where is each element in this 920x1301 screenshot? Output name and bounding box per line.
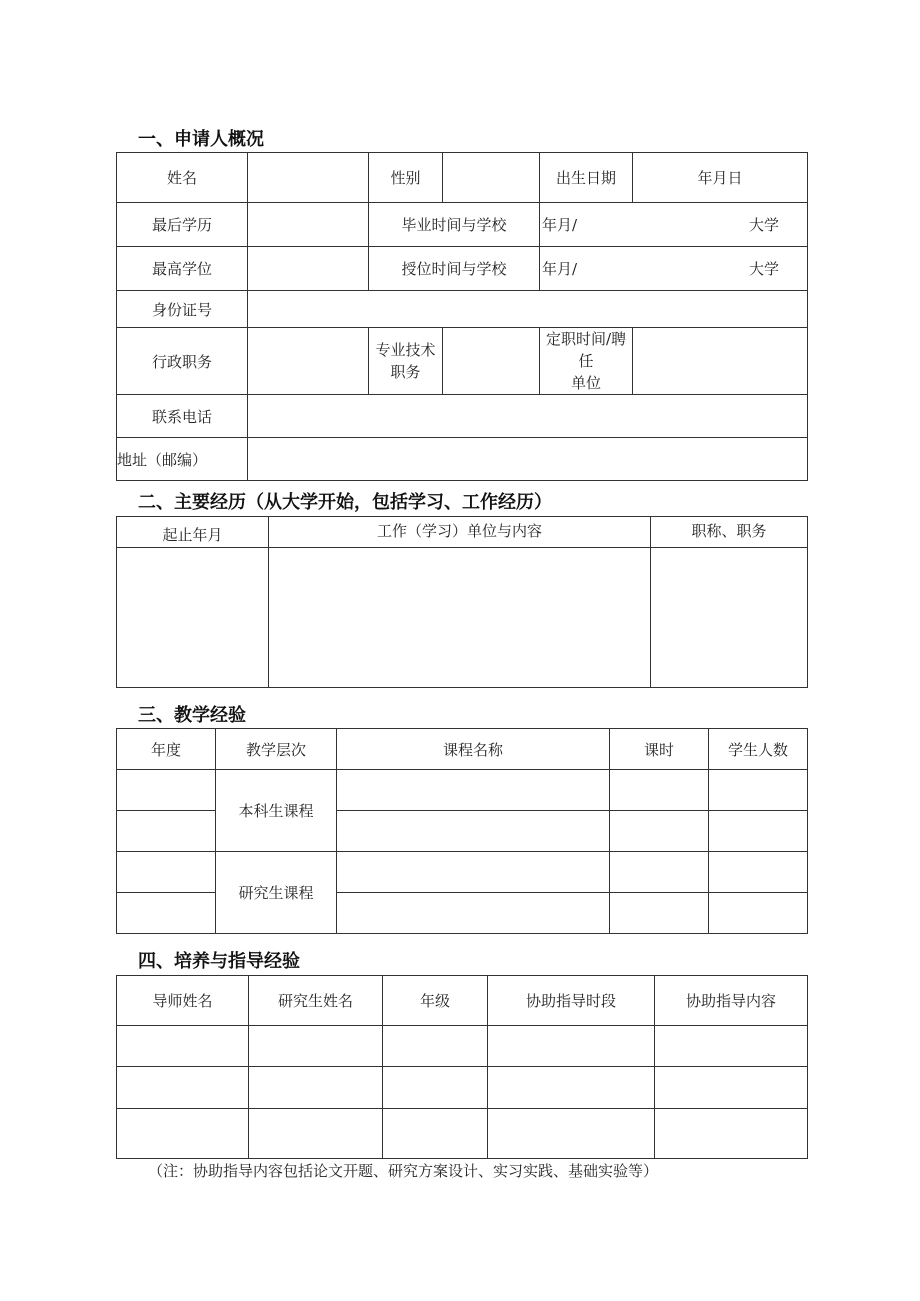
experience-table <box>116 516 808 688</box>
grad-time-school-label: 毕业时间与学校 <box>369 203 540 247</box>
appoint-label-line2: 单位 <box>571 374 602 392</box>
tech-title-label <box>369 328 443 395</box>
applicant-overview-table <box>116 152 808 481</box>
title-post-field[interactable] <box>651 548 808 688</box>
table-cell[interactable] <box>709 811 808 852</box>
section-1-title: 一、申请人概况 <box>138 129 264 150</box>
degree-time-school-label: 授位时间与学校 <box>369 247 540 291</box>
table-cell[interactable] <box>337 811 610 852</box>
table-cell[interactable] <box>709 770 808 811</box>
advisor-name-header: 导师姓名 <box>117 976 249 1026</box>
table-cell[interactable] <box>610 852 709 893</box>
address-field[interactable] <box>248 438 808 481</box>
degree-univ: 大学 <box>749 260 780 278</box>
year-header: 年度 <box>117 729 216 770</box>
content-header: 协助指导内容 <box>655 976 808 1026</box>
tech-title-label-line1: 专业技术 <box>375 341 436 359</box>
grad-univ: 大学 <box>749 216 780 234</box>
name-field[interactable] <box>248 153 369 203</box>
section-2-title: 二、主要经历（从大学开始，包括学习、工作经历） <box>138 492 552 513</box>
table-cell[interactable] <box>383 1067 488 1109</box>
id-field[interactable] <box>248 291 808 328</box>
unit-content-header: 工作（学习）单位与内容 <box>269 517 651 548</box>
undergrad-label: 本科生课程 <box>216 770 337 852</box>
table-cell[interactable] <box>383 1109 488 1159</box>
table-cell[interactable] <box>709 893 808 934</box>
table-cell[interactable] <box>249 1026 383 1067</box>
phone-label: 联系电话 <box>117 395 248 438</box>
table-cell[interactable] <box>117 1026 249 1067</box>
table-cell[interactable] <box>709 852 808 893</box>
last-edu-label: 最后学历 <box>117 203 248 247</box>
period-header: 起止年月 <box>117 517 269 548</box>
section-3-title: 三、教学经验 <box>138 705 246 726</box>
period-header: 协助指导时段 <box>488 976 655 1026</box>
table-cell[interactable] <box>488 1026 655 1067</box>
name-label: 姓名 <box>117 153 248 203</box>
grad-date: 年月/ <box>542 216 578 234</box>
id-label: 身份证号 <box>117 291 248 328</box>
degree-time-school-field[interactable] <box>540 247 808 291</box>
table-cell[interactable] <box>117 1067 249 1109</box>
table-cell[interactable] <box>117 1109 249 1159</box>
table-cell[interactable] <box>117 811 216 852</box>
course-header: 课程名称 <box>337 729 610 770</box>
admin-post-label: 行政职务 <box>117 328 248 395</box>
grad-label: 研究生课程 <box>216 852 337 934</box>
footnote: （注：协助指导内容包括论文开题、研究方案设计、实习实践、基础实验等） <box>148 1162 659 1180</box>
supervision-table <box>116 975 808 1159</box>
table-cell[interactable] <box>383 1026 488 1067</box>
table-cell[interactable] <box>337 852 610 893</box>
table-cell[interactable] <box>488 1109 655 1159</box>
table-cell[interactable] <box>610 811 709 852</box>
gender-field[interactable] <box>443 153 540 203</box>
table-cell[interactable] <box>117 770 216 811</box>
table-cell[interactable] <box>610 770 709 811</box>
phone-field[interactable] <box>248 395 808 438</box>
tech-title-field[interactable] <box>443 328 540 395</box>
table-cell[interactable] <box>249 1109 383 1159</box>
admin-post-field[interactable] <box>248 328 369 395</box>
hours-header: 课时 <box>610 729 709 770</box>
table-cell[interactable] <box>117 893 216 934</box>
table-cell[interactable] <box>610 893 709 934</box>
birth-label: 出生日期 <box>540 153 633 203</box>
tech-title-label-line2: 职务 <box>390 363 421 381</box>
birth-field[interactable]: 年月日 <box>633 153 808 203</box>
table-cell[interactable] <box>337 893 610 934</box>
appoint-label <box>540 328 633 395</box>
appoint-label-line1: 定职时间/聘任 <box>545 330 627 370</box>
table-cell[interactable] <box>655 1026 808 1067</box>
table-cell[interactable] <box>117 852 216 893</box>
gender-label: 性别 <box>369 153 443 203</box>
unit-content-field[interactable] <box>269 548 651 688</box>
last-edu-field[interactable] <box>248 203 369 247</box>
period-field[interactable] <box>117 548 269 688</box>
level-header: 教学层次 <box>216 729 337 770</box>
table-cell[interactable] <box>337 770 610 811</box>
section-4-title: 四、培养与指导经验 <box>138 951 300 972</box>
table-cell[interactable] <box>249 1067 383 1109</box>
appoint-field[interactable] <box>633 328 808 395</box>
table-cell[interactable] <box>488 1067 655 1109</box>
table-cell[interactable] <box>655 1109 808 1159</box>
grade-header: 年级 <box>383 976 488 1026</box>
degree-date: 年月/ <box>542 260 578 278</box>
grad-time-school-field[interactable] <box>540 203 808 247</box>
title-post-header: 职称、职务 <box>651 517 808 548</box>
highest-degree-label: 最高学位 <box>117 247 248 291</box>
table-cell[interactable] <box>655 1067 808 1109</box>
highest-degree-field[interactable] <box>248 247 369 291</box>
students-header: 学生人数 <box>709 729 808 770</box>
address-label: 地址（邮编） <box>117 438 248 481</box>
student-name-header: 研究生姓名 <box>249 976 383 1026</box>
teaching-table <box>116 728 808 934</box>
